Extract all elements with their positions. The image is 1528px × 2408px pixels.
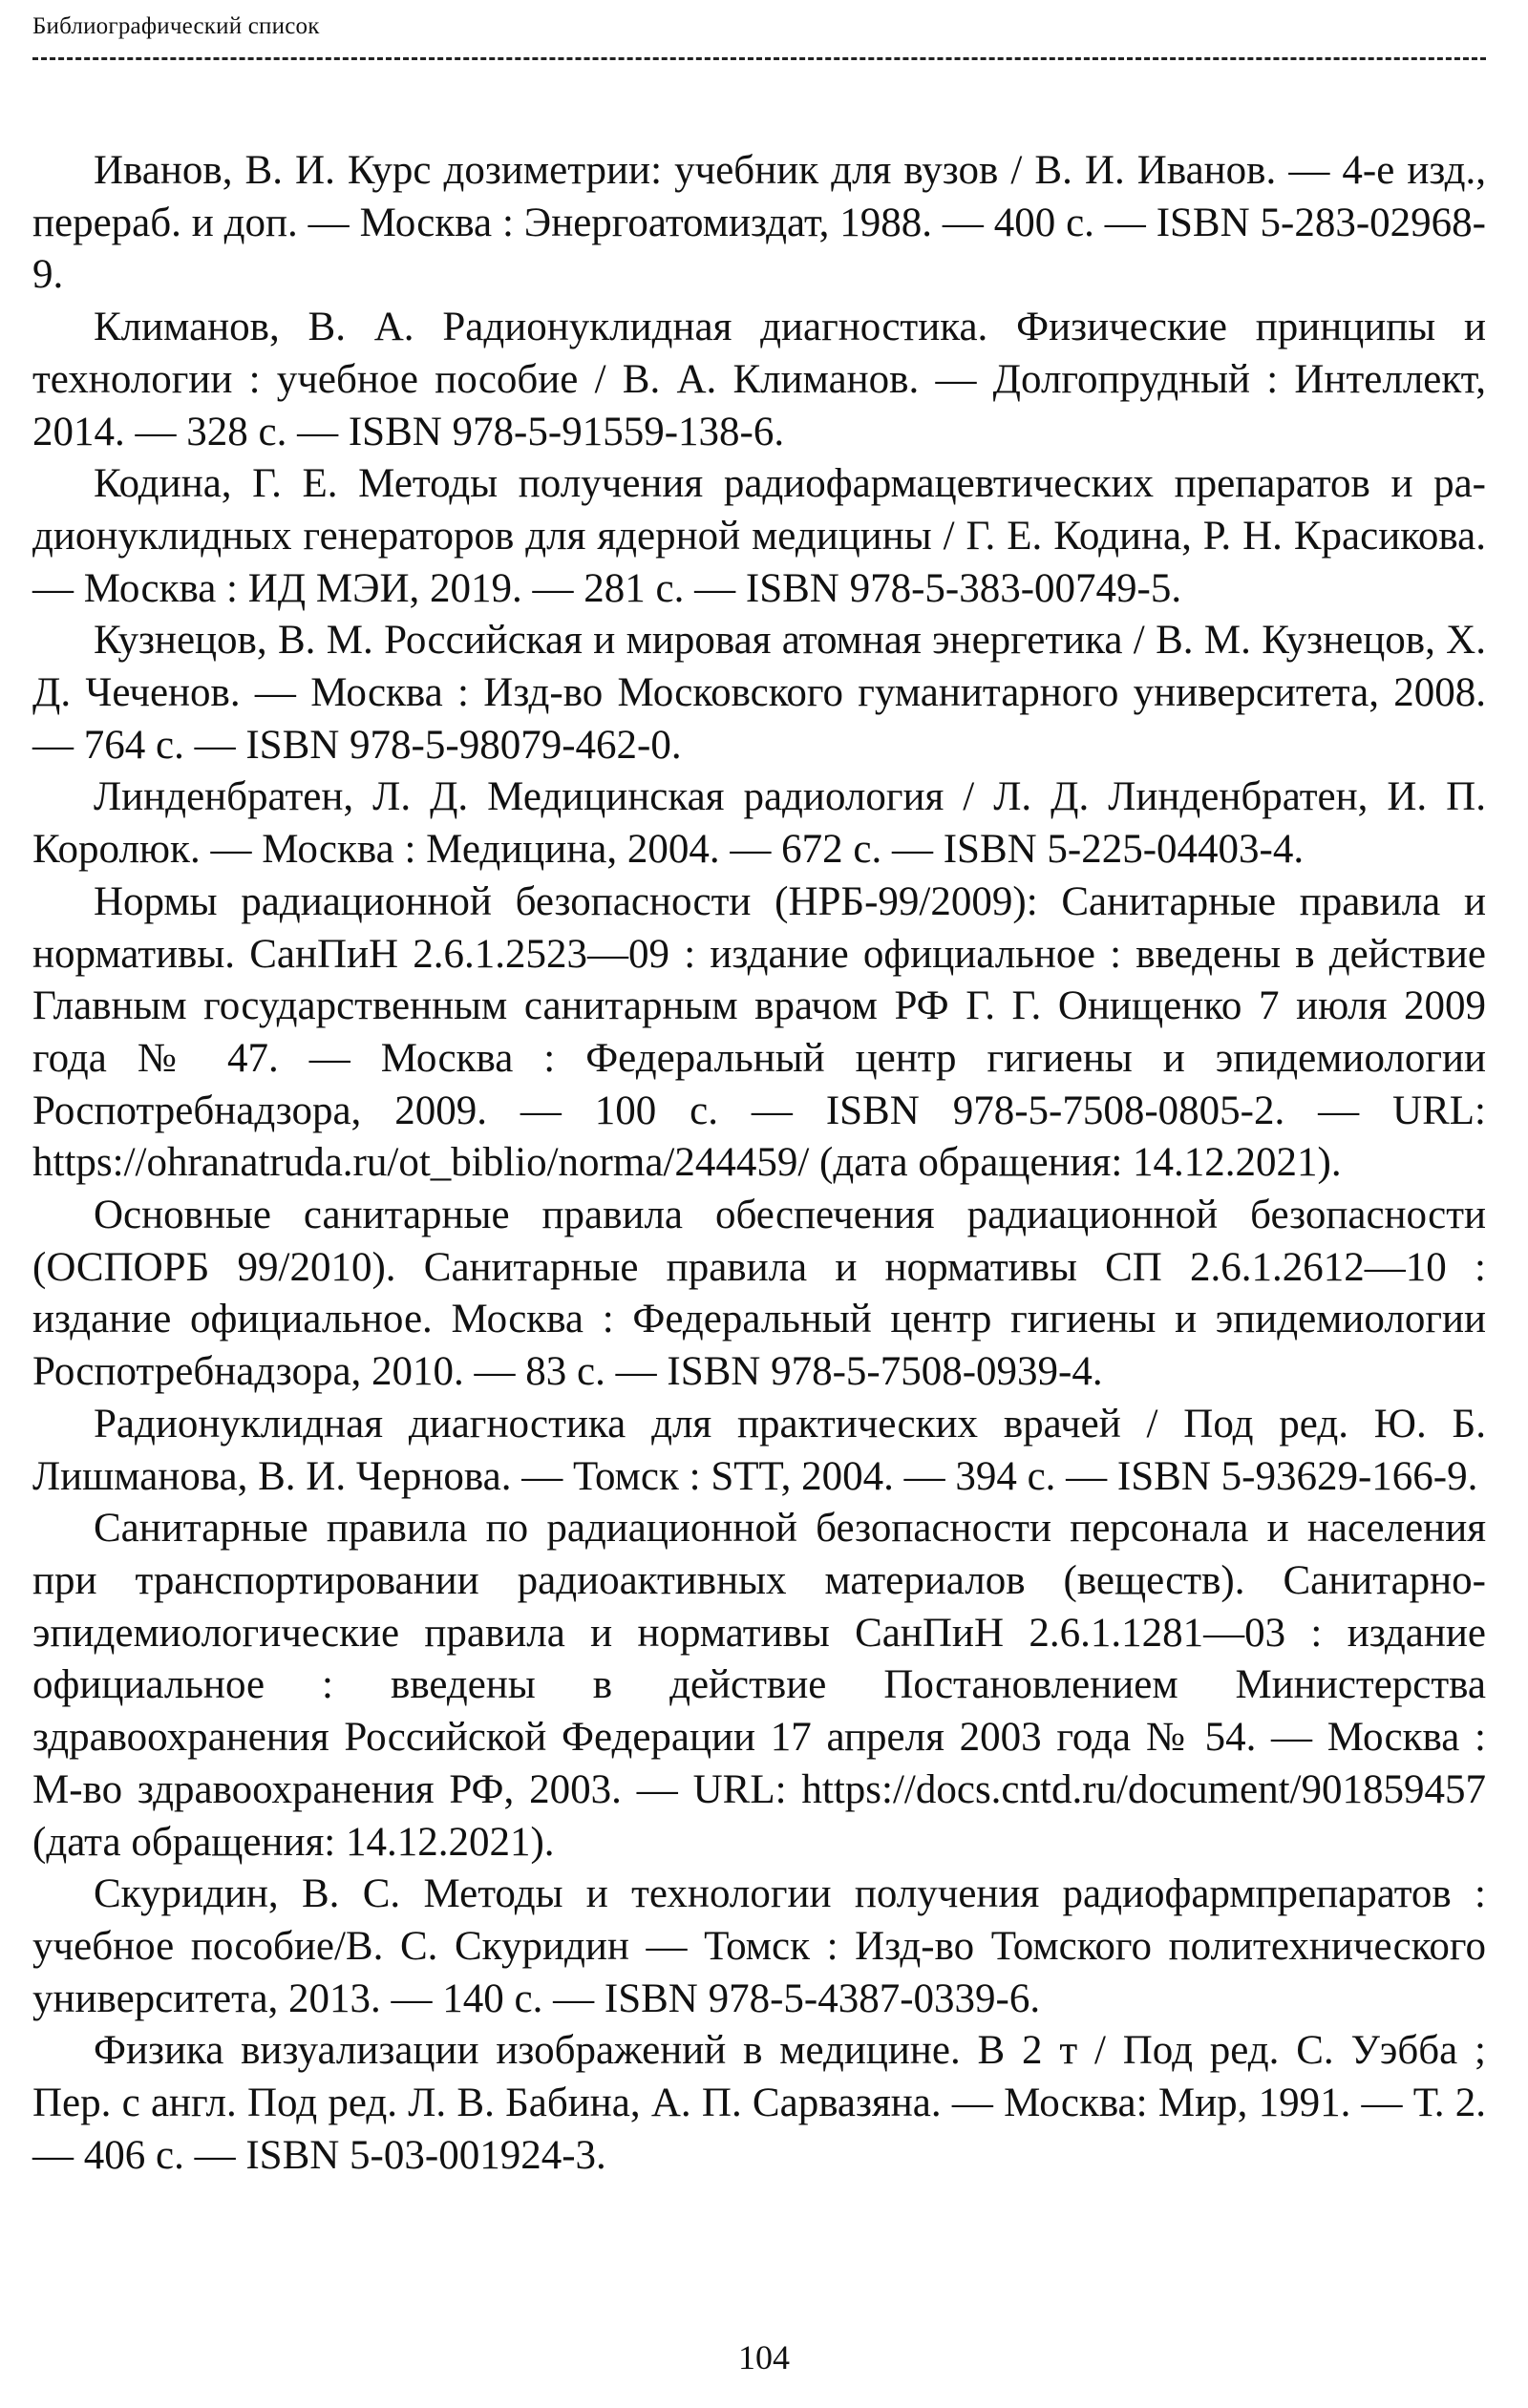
page-number: 104	[738, 2338, 790, 2376]
bib-entry-10: Скуридин, В. С. Методы и технологии получения радиофармпрепаратов : учебное пособие/В. С. Скуридин — Томск : Изд-во Томского политехнического университета, 2013. — 140 с. — ISBN 978-5-4387-0339-6.	[32, 1871, 1486, 2021]
bib-entry-2: Климанов, В. А. Радионуклидная диагностика. Физические принципы и технологии : учебное пособие / В. А. Климанов. — Долгопрудный : Интеллект, 2014. — 328 с. — ISBN 978-5-91559-138-6.	[32, 305, 1486, 454]
bib-entry-7: Основные санитарные правила обеспечения радиационной безопасности (ОСПОРБ 99/2010). Санитарные правила и нормативы СП 2.6.1.2612—10 : издание официальное. Москва : Федеральный центр гигиены и эпидемиологии Роспотребнадзора, 2010. — 83 с. — ISBN 978-5-7508-0939-4.	[32, 1193, 1486, 1395]
bib-entry-4: Кузнецов, В. М. Российская и мировая атомная энергетика / В. М. Кузнецов, Х. Д. Чеченов. — Москва : Изд-во Московского гуманитарного университета, 2008. — 764 с. — ISBN 978-5-98079-462-0.	[32, 618, 1486, 768]
bib-entry-9: Санитарные правила по радиационной безопасности персонала и населения при транспортировании радиоактивных материалов (веществ). Санитарно-эпидемиологические правила и нормативы СанПиН 2.6.1.1281—03 : издание официальное : введены в действие Постановлением Министерства здравоохранения Российской Федерации 17 апреля 2003 года № 54. — Москва : М-во здравоохранения РФ, 2003. — URL: https://docs.cntd.ru/document/901859457 (дата обращения: 14.12.2021).	[32, 1506, 1486, 1865]
bib-entry-1: Иванов, В. И. Курс дозиметрии: учебник для вузов / В. И. Иванов. — 4-е изд., перераб. и доп. — Москва : Энергоатомиздат, 1988. — 400 с. — ISBN 5-283-02968-9.	[32, 148, 1486, 298]
bib-entry-6: Нормы радиационной безопасности (НРБ-99/2009): Санитарные правила и нормативы. СанПиН 2.6.1.2523—09 : издание официальное : введены в действие Главным государственным санитарным врачом РФ Г. Г. Онищенко 7 июля 2009 года № 47. — Москва : Федеральный центр гигиены и эпидемиологии Роспотребнадзора, 2009. — 100 с. — ISBN 978-5-7508-0805-2. — URL: https://ohranatruda.ru/ot_biblio/norma/244459/ (дата обращения: 14.12.2021).	[32, 878, 1486, 1186]
bib-entry-8: Радионуклидная диагностика для практических врачей / Под ред. Ю. Б. Лишманова, В. И. Чернова. — Томск : STT, 2004. — 394 с. — ISBN 5-93629-166-9.	[32, 1401, 1486, 1499]
header-dashed-rule	[32, 57, 1486, 60]
running-head-title: Библиографический список	[32, 13, 320, 39]
bib-entry-5: Линденбратен, Л. Д. Медицинская радиология / Л. Д. Линденбратен, И. П. Королюк. — Москва : Медицина, 2004. — 672 с. — ISBN 5-225-04403-4.	[32, 774, 1486, 873]
bib-entry-11: Физика визуализации изображений в медицине. В 2 т / Под ред. С. Уэбба ; Пер. с англ. Под ред. Л. В. Бабина, А. П. Сарвазяна. — Москва: Мир, 1991. — Т. 2. — 406 с. — ISBN 5-03-001924-3.	[32, 2028, 1486, 2178]
bibliography-list	[32, 145, 1486, 2182]
bib-entry-3: Кодина, Г. Е. Методы получения радиофармацевтических препаратов и радионуклидных генераторов для ядерной медицины / Г. Е. Кодина, Р. Н. Красикова. — Москва : ИД МЭИ, 2019. — 281 с. — ISBN 978-5-383-00749-5.	[32, 461, 1486, 611]
